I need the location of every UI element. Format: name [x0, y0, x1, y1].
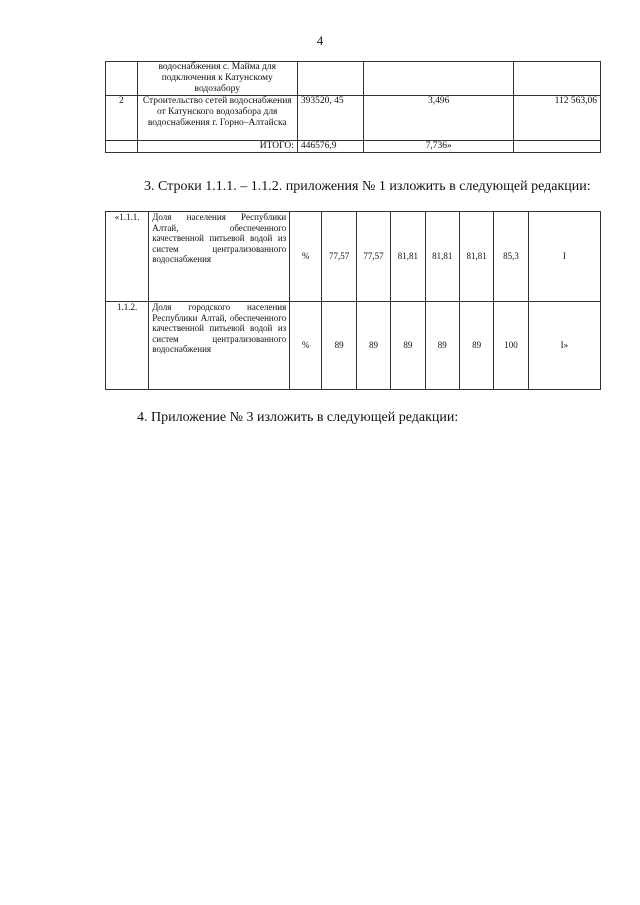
indicator-value: 81,81 [391, 212, 425, 302]
indicator-value: 81,81 [425, 212, 459, 302]
table-cell-value: 112 563,06 [514, 96, 601, 141]
table-row [106, 302, 601, 390]
table-cell [514, 62, 601, 96]
table-cell [297, 62, 363, 96]
indicator-value: 100 [494, 302, 528, 390]
indicators-table [105, 211, 601, 390]
table-row-total [106, 141, 601, 153]
total-value: 446576,9 [297, 141, 363, 153]
table-cell-value: 3,496 [364, 96, 514, 141]
indicator-value: 85,3 [494, 212, 528, 302]
funding-table [105, 61, 601, 153]
table-cell-description: Строительство сетей водоснабжения от Катунского водозабора для водоснабжения г. Горно–Алтайска [137, 96, 297, 141]
indicator-value: 89 [391, 302, 425, 390]
paragraph-4: 4. Приложение № 3 изложить в следующей редакции: [137, 410, 459, 425]
indicator-name: Доля городского населения Республики Алтай, обеспеченного качественной питьевой водой из систем централизованного водоснабжения [149, 302, 290, 390]
indicator-note: I» [528, 302, 600, 390]
indicator-value: 89 [459, 302, 493, 390]
indicator-value: 81,81 [459, 212, 493, 302]
table-row [106, 212, 601, 302]
table-cell [514, 141, 601, 153]
indicator-unit: % [290, 302, 322, 390]
indicator-value: 89 [322, 302, 356, 390]
indicator-value: 77,57 [356, 212, 390, 302]
table-cell [106, 62, 138, 96]
table-cell-value: 393520, 45 [297, 96, 363, 141]
paragraph-3-text: 3. Строки 1.1.1. – 1.1.2. приложения № 1 изложить в следующей редакции: [144, 179, 591, 194]
indicator-note: I [528, 212, 600, 302]
indicator-value: 89 [425, 302, 459, 390]
table-cell-description: водоснабжения с. Майма для подключения к Катунскому водозабору [137, 62, 297, 96]
indicator-name: Доля населения Республики Алтай, обеспеченного качественной питьевой водой из систем централизованного водоснабжения [149, 212, 290, 302]
table-cell [364, 62, 514, 96]
page-number: 4 [316, 33, 324, 48]
paragraph-3 [107, 179, 599, 195]
total-label: ИТОГО: [137, 141, 297, 153]
indicator-value: 89 [356, 302, 390, 390]
table-row [106, 96, 601, 141]
indicator-unit: % [290, 212, 322, 302]
table-row [106, 62, 601, 96]
total-value: 7,736» [364, 141, 514, 153]
indicator-code: «1.1.1. [106, 212, 149, 302]
table-cell [106, 141, 138, 153]
indicator-value: 77,57 [322, 212, 356, 302]
indicator-code: 1.1.2. [106, 302, 149, 390]
table-cell-number: 2 [106, 96, 138, 141]
